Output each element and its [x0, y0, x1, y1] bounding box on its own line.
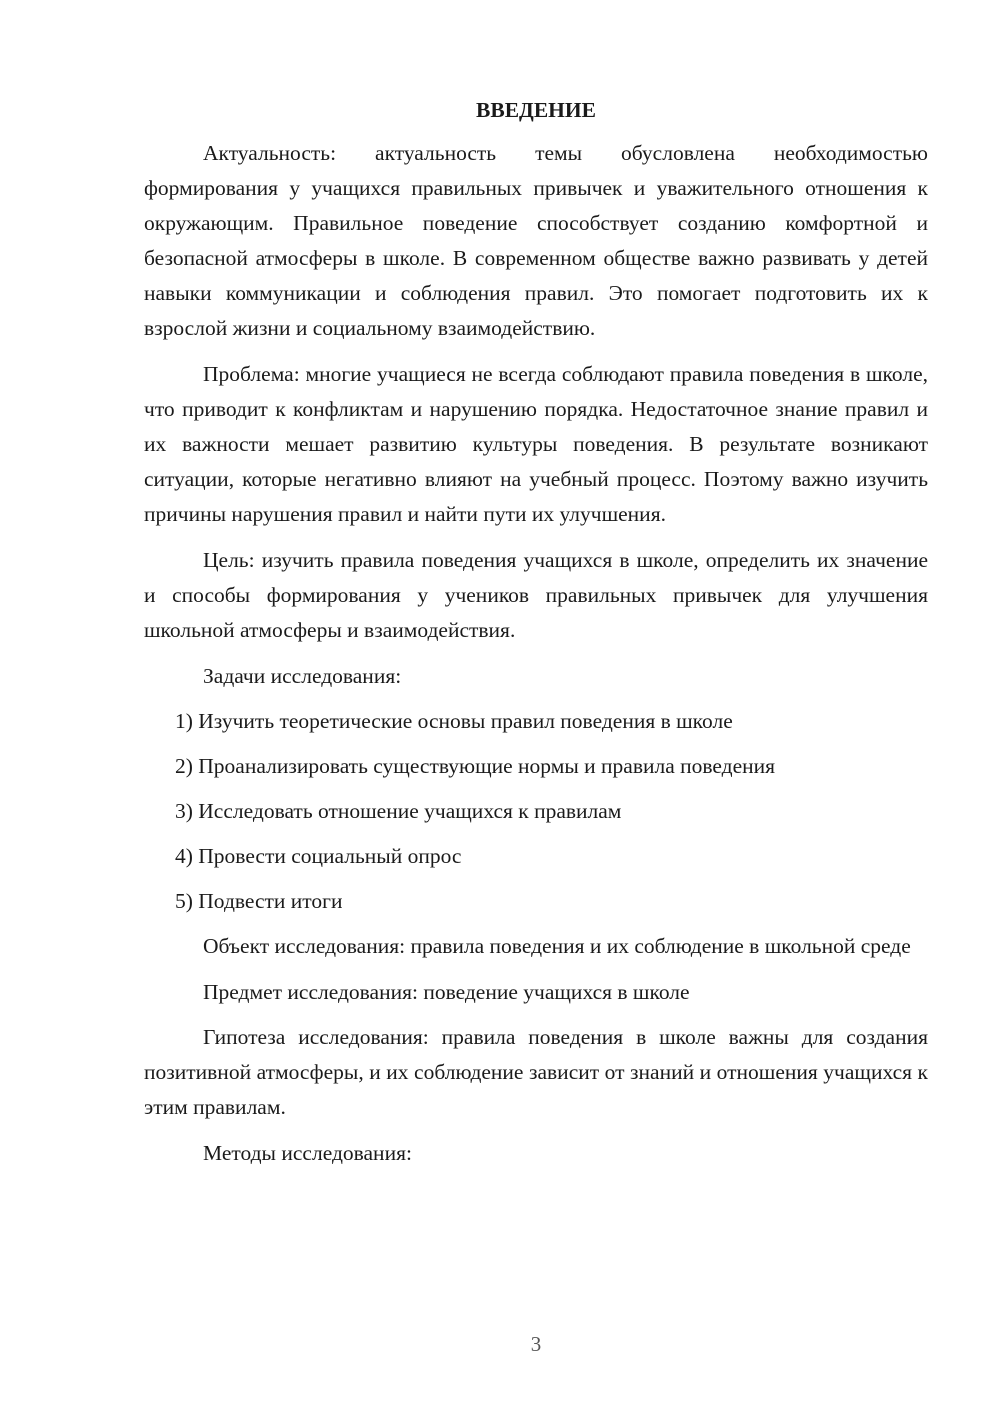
goal-paragraph: Цель: изучить правила поведения учащихся в школе, определить их значение и способы формирования у учеников правильных привычек для улучшения школьной атмосферы и взаимодействия.: [144, 548, 928, 642]
object-paragraph: Объект исследования: правила поведения и их соблюдение в школьной среде: [203, 934, 911, 958]
page-title: ВВЕДЕНИЕ: [476, 98, 596, 122]
subject-paragraph: Предмет исследования: поведение учащихся в школе: [203, 980, 690, 1004]
list-item: 2) Проанализировать существующие нормы и правила поведения: [175, 754, 776, 778]
tasks-heading: Задачи исследования:: [203, 664, 402, 688]
problem-paragraph: Проблема: многие учащиеся не всегда соблюдают правила поведения в школе, что приводит к конфликтам и нарушению порядка. Недостаточное знание правил и их важности мешает развитию культуры поведения. В результате возникают ситуации, которые негативно влияют на учебный процесс. Поэтому важно изучить причины нарушения правил и найти пути их улучшения.: [144, 362, 928, 526]
relevance-paragraph: Актуальность: актуальность темы обусловлена необходимостью формирования у учащихся правильных привычек и уважительного отношения к окружающим. Правильное поведение способствует созданию комфортной и безопасной атмосферы в школе. В современном обществе важно развивать у детей навыки коммуникации и соблюдения правил. Это помогает подготовить их к взрослой жизни и социальному взаимодействию.: [144, 141, 928, 340]
document-body: [144, 92, 928, 1181]
methods-heading: Методы исследования:: [203, 1141, 412, 1165]
list-item: 3) Исследовать отношение учащихся к правилам: [175, 799, 622, 823]
page-number: 3: [530, 1332, 542, 1356]
hypothesis-paragraph: Гипотеза исследования: правила поведения в школе важны для создания позитивной атмосферы, и их соблюдение зависит от знаний и отношения учащихся к этим правилам.: [144, 1025, 928, 1119]
list-item: 1) Изучить теоретические основы правил поведения в школе: [175, 709, 733, 733]
tasks-list: [144, 704, 928, 919]
list-item: 5) Подвести итоги: [175, 889, 343, 913]
list-item: 4) Провести социальный опрос: [175, 844, 462, 868]
